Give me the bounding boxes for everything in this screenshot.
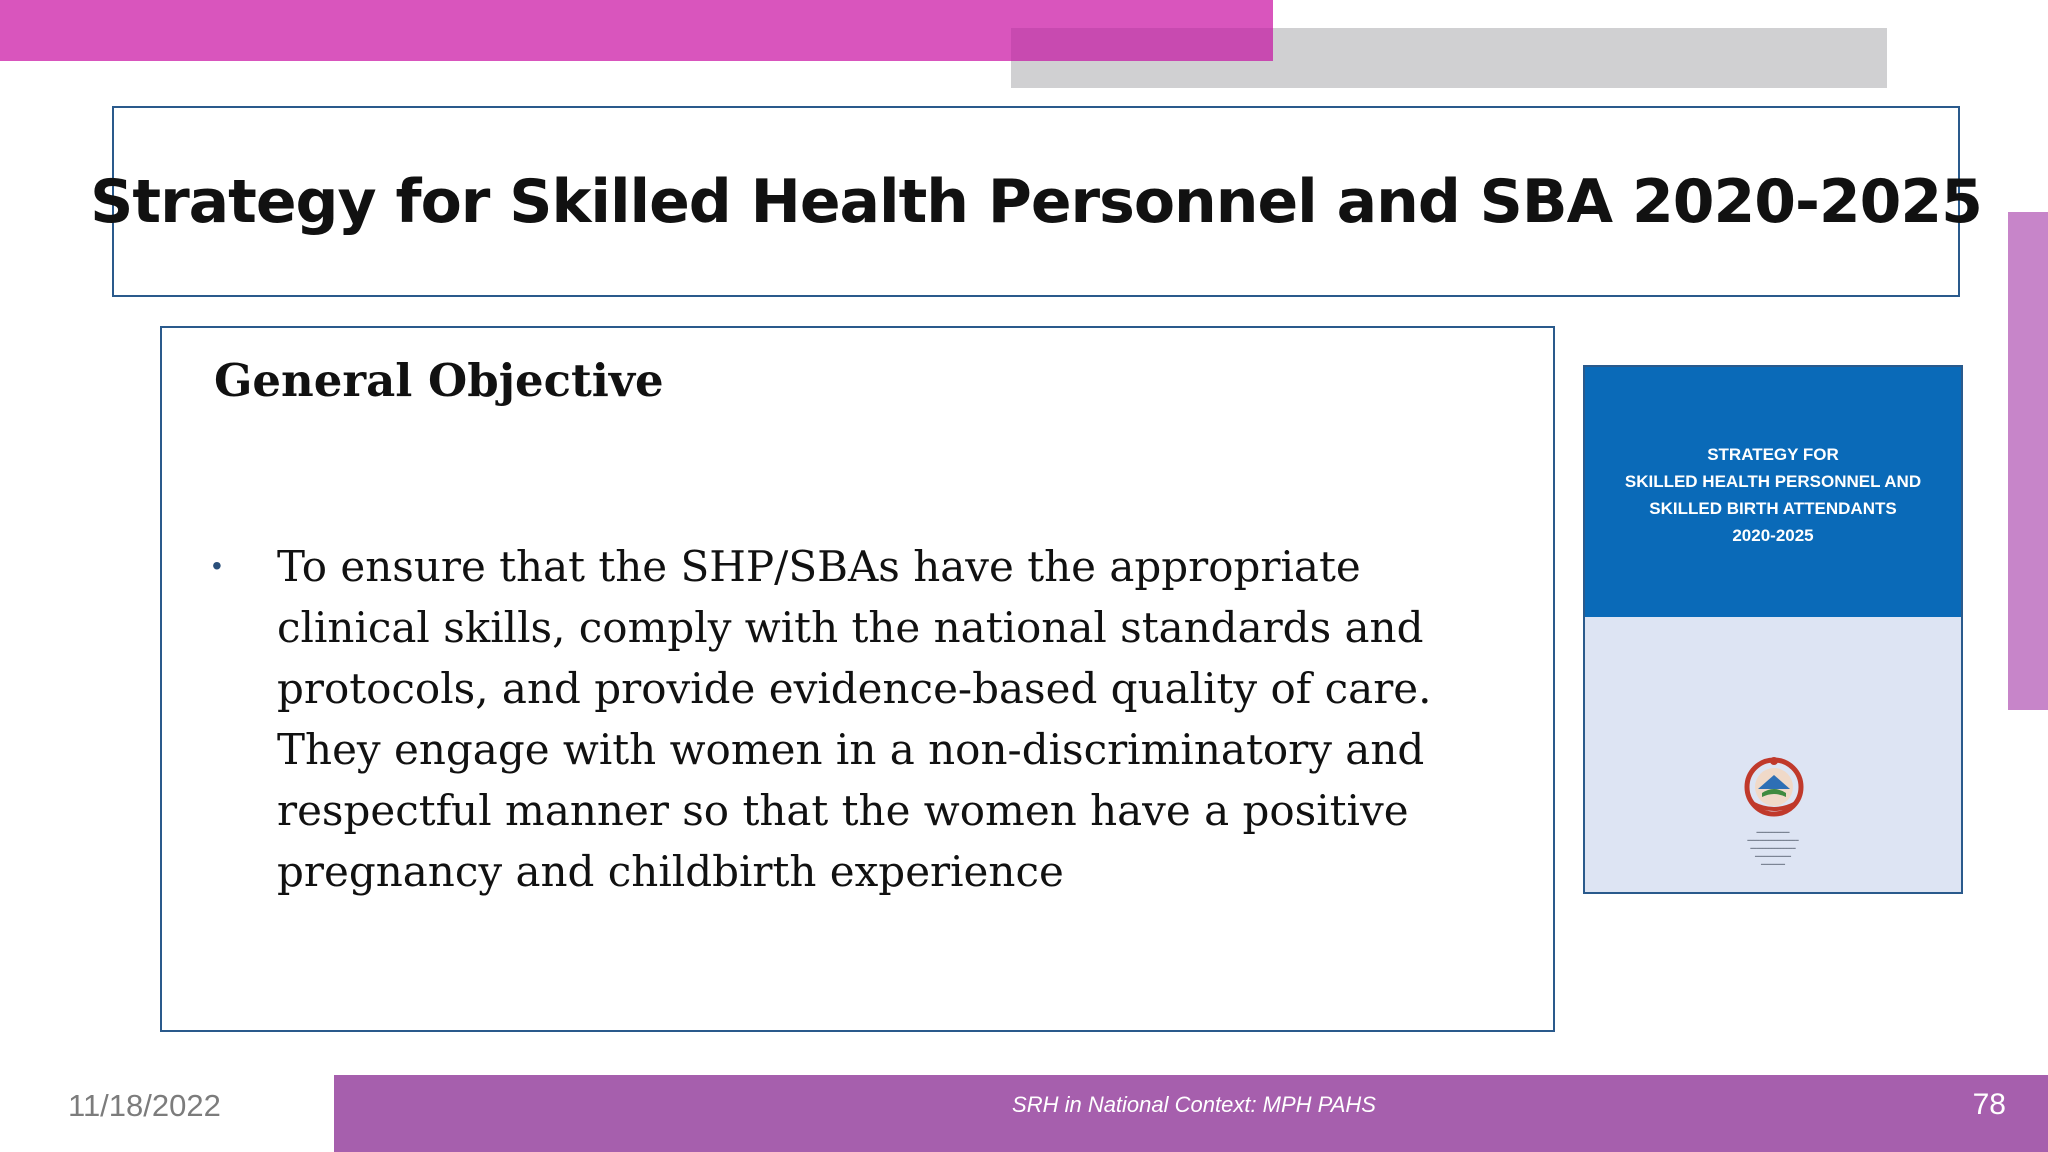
nepal-emblem-icon [1742, 753, 1806, 817]
cover-title-line: STRATEGY FOR [1707, 445, 1839, 464]
document-cover-image [1583, 365, 1963, 894]
cover-publisher-text: ━━━━━━━━━━━ ━━━━━━━━━━━━━━━━━ ━━━━━━━━━━━━━━━ ━━━━━━━━━━━━ ━━━━━━━━ [1747, 830, 1799, 868]
bullet-item: To ensure that the SHP/SBAs have the appropriate clinical skills, comply with the national standards and protocols, and provide evidence-based quality of care. They engage with women in a non-discriminatory and respectful manner so that the women have a positive pregnancy and childbirth experience [277, 542, 1432, 896]
top-accent-overlap [1011, 28, 1273, 61]
cover-title-line: 2020-2025 [1732, 526, 1814, 545]
right-lavender-accent-bar [2008, 212, 2048, 710]
content-box [160, 326, 1555, 1032]
page-number: 78 [1972, 1088, 2006, 1121]
footer-center-text: SRH in National Context: MPH PAHS [1012, 1092, 1376, 1117]
cover-title [1585, 441, 1961, 549]
cover-title-line: SKILLED HEALTH PERSONNEL AND [1624, 472, 1922, 491]
section-heading: General Objective [214, 354, 664, 407]
slide-title: Strategy for Skilled Health Personnel and SBA 2020-2025 [90, 166, 1982, 237]
bullet-dot-icon: • [212, 550, 222, 581]
title-box [90, 106, 1982, 297]
footer-bar [334, 1075, 2048, 1152]
cover-title-line: SKILLED BIRTH ATTENDANTS [1649, 499, 1897, 518]
footer-date: 11/18/2022 [68, 1088, 221, 1123]
